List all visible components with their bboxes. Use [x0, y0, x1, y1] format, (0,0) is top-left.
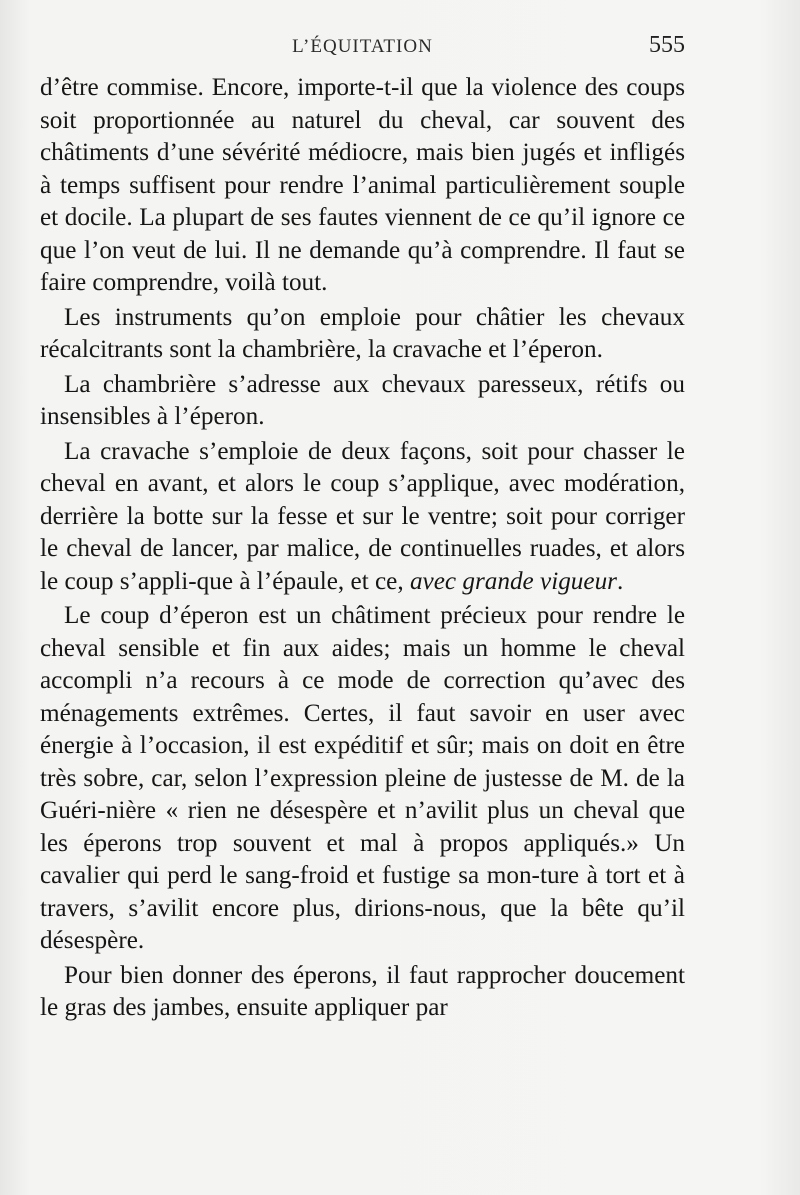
- paragraph-3: La chambrière s’adresse aux chevaux paresseux, rétifs ou insensibles à l’éperon.: [40, 370, 685, 430]
- paragraph-1: d’être commise. Encore, importe-t-il que la violence des coups soit proportionnée au naturel du cheval, car souvent des châtiments d’une sévérité médiocre, mais bien jugés et infligés à temps suffisent pour rendre l’animal particulièrement souple et docile. La plupart de ses fautes viennent de ce qu’il ignore ce que l’on veut de lui. Il ne demande qu’à comprendre. Il faut se faire comprendre, voilà tout.: [40, 74, 685, 296]
- paragraph-5: Le coup d’éperon est un châtiment précieux pour rendre le cheval sensible et fin aux aides; mais un homme le cheval accompli n’a recours à ce mode de correction qu’avec des ménagements extrêmes. Certes, il faut savoir en user avec énergie à l’occasion, il est expéditif et sûr; mais on doit en être très sobre, car, selon l’expression pleine de justesse de M. de la Guéri-nière « rien ne désespère et n’avilit plus un cheval que les éperons trop souvent et mal à propos appliqués.» Un cavalier qui perd le sang-froid et fustige sa mon-ture à tort et à travers, s’avilit encore plus, dirions-nous, que la bête qu’il désespère.: [40, 602, 685, 954]
- page-number: 555: [649, 32, 685, 58]
- body-text: [40, 72, 685, 1025]
- paragraph-4-end: .: [616, 567, 624, 595]
- paragraph-2: Les instruments qu’on emploie pour châtier les chevaux récalcitrants sont la chambrière, la cravache et l’éperon.: [40, 303, 685, 363]
- running-head: [40, 26, 685, 66]
- paragraph-4-text: La cravache s’emploie de deux façons, soit pour chasser le cheval en avant, et alors le coup s’applique, avec modération, derrière la botte sur la fesse et sur le ventre; soit pour corriger le cheval de lancer, par malice, de continuelles ruades, et alors le coup s’appli-que à l’épaule, et ce,: [40, 437, 685, 595]
- paragraph-4-italic: avec grande vigueur: [409, 567, 617, 595]
- running-title: L’ÉQUITATION: [292, 36, 433, 57]
- paragraph-6: Pour bien donner des éperons, il faut rapprocher doucement le gras des jambes, ensuite appliquer par: [40, 961, 685, 1021]
- paragraph-4: [40, 436, 685, 599]
